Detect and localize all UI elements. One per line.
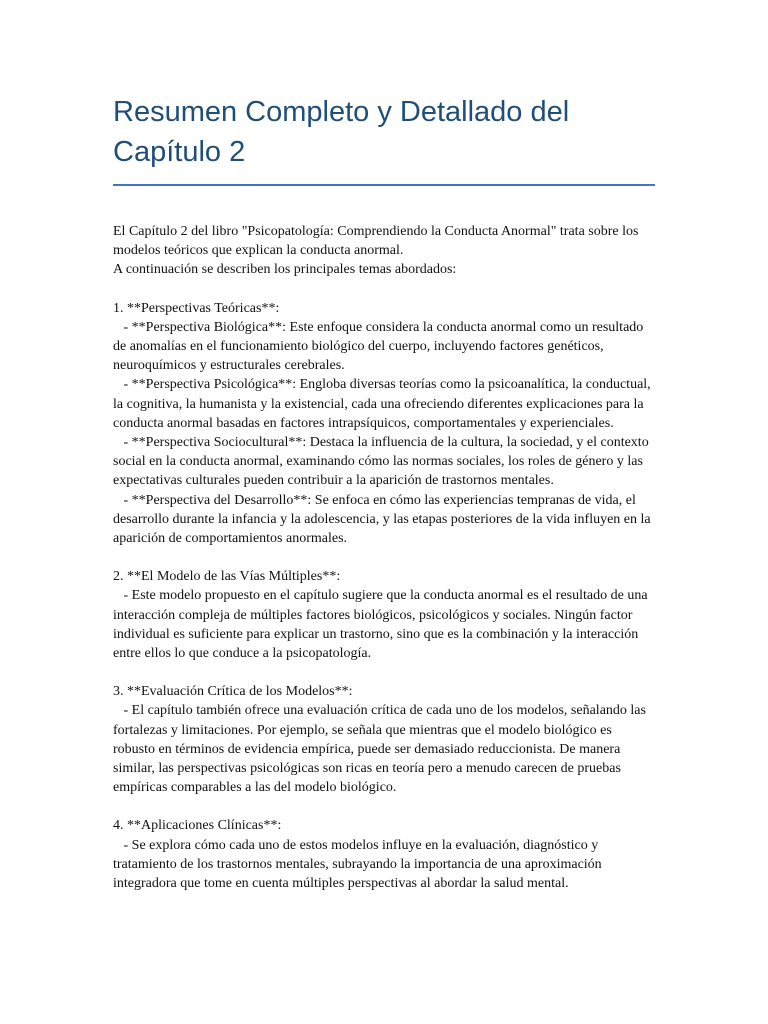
intro-line: El Capítulo 2 del libro "Psicopatología: Comprendiendo la Conducta Anormal" trata sobre los modelos teóricos que explican la conducta anormal.	[113, 224, 639, 259]
list-item: - **Perspectiva del Desarrollo**: Se enfoca en cómo las experiencias tempranas de vida, el desarrollo durante la infancia y la adolescencia, y las etapas posteriores de la vida influyen en la aparición de comportamientos anormales.	[113, 492, 655, 547]
list-item: - **Perspectiva Biológica**: Este enfoque considera la conducta anormal como un resultado de anomalías en el funcionamiento biológico del cuerpo, incluyendo factores genéticos, neuroquímicos y estructurales cerebrales.	[113, 319, 647, 374]
list-item: - **Perspectiva Sociocultural**: Destaca la influencia de la cultura, la sociedad, y el contexto social en la conducta anormal, examinando cómo las normas sociales, los roles de género y las expectativas culturales pueden contribuir a la aparición de trastornos mentales.	[113, 435, 653, 489]
title-underline	[113, 184, 655, 186]
intro-line: A continuación se describen los principales temas abordados:	[113, 262, 457, 278]
document-title: Resumen Completo y Detallado del Capítulo 2	[113, 96, 570, 168]
section-perspectivas	[113, 299, 655, 549]
intro-paragraph	[113, 222, 655, 280]
section-heading: 1. **Perspectivas Teóricas**:	[113, 300, 280, 316]
section-heading: 2. **El Modelo de las Vías Múltiples**:	[113, 569, 341, 585]
section-heading: 4. **Aplicaciones Clínicas**:	[113, 818, 282, 834]
section-modelo-vias	[113, 567, 655, 663]
section-aplicaciones	[113, 816, 655, 893]
list-item: - Se explora cómo cada uno de estos modelos influye en la evaluación, diagnóstico y tratamiento de los trastornos mentales, subrayando la importancia de una aproximación integradora que tome en cuenta múltiples perspectivas al abordar la salud mental.	[113, 837, 606, 892]
list-item: - Este modelo propuesto en el capítulo sugiere que la conducta anormal es el resultado de una interacción compleja de múltiples factores biológicos, psicológicos y sociales. Ningún factor individual es suficiente para explicar un trastorno, sino que es la combinación y la interacción entre ellos lo que conduce a la psicopatología.	[113, 588, 652, 662]
document-page	[113, 92, 655, 912]
document-body	[113, 222, 655, 893]
section-heading: 3. **Evaluación Crítica de los Modelos**:	[113, 684, 353, 700]
list-item: - El capítulo también ofrece una evaluación crítica de cada uno de los modelos, señalando las fortalezas y limitaciones. Por ejemplo, se señala que mientras que el modelo biológico es robusto en términos de evidencia empírica, puede ser demasiado reduccionista. De manera similar, las perspectivas psicológicas son ricas en teoría pero a menudo carecen de pruebas empíricas comparables a las del modelo biológico.	[113, 703, 650, 796]
section-evaluacion	[113, 682, 655, 797]
list-item: - **Perspectiva Psicológica**: Engloba diversas teorías como la psicoanalítica, la conductual, la cognitiva, la humanista y la existencial, cada una ofreciendo diferentes explicaciones para la conducta anormal basadas en factores intrapsíquicos, comportamentales y experienciales.	[113, 377, 655, 431]
